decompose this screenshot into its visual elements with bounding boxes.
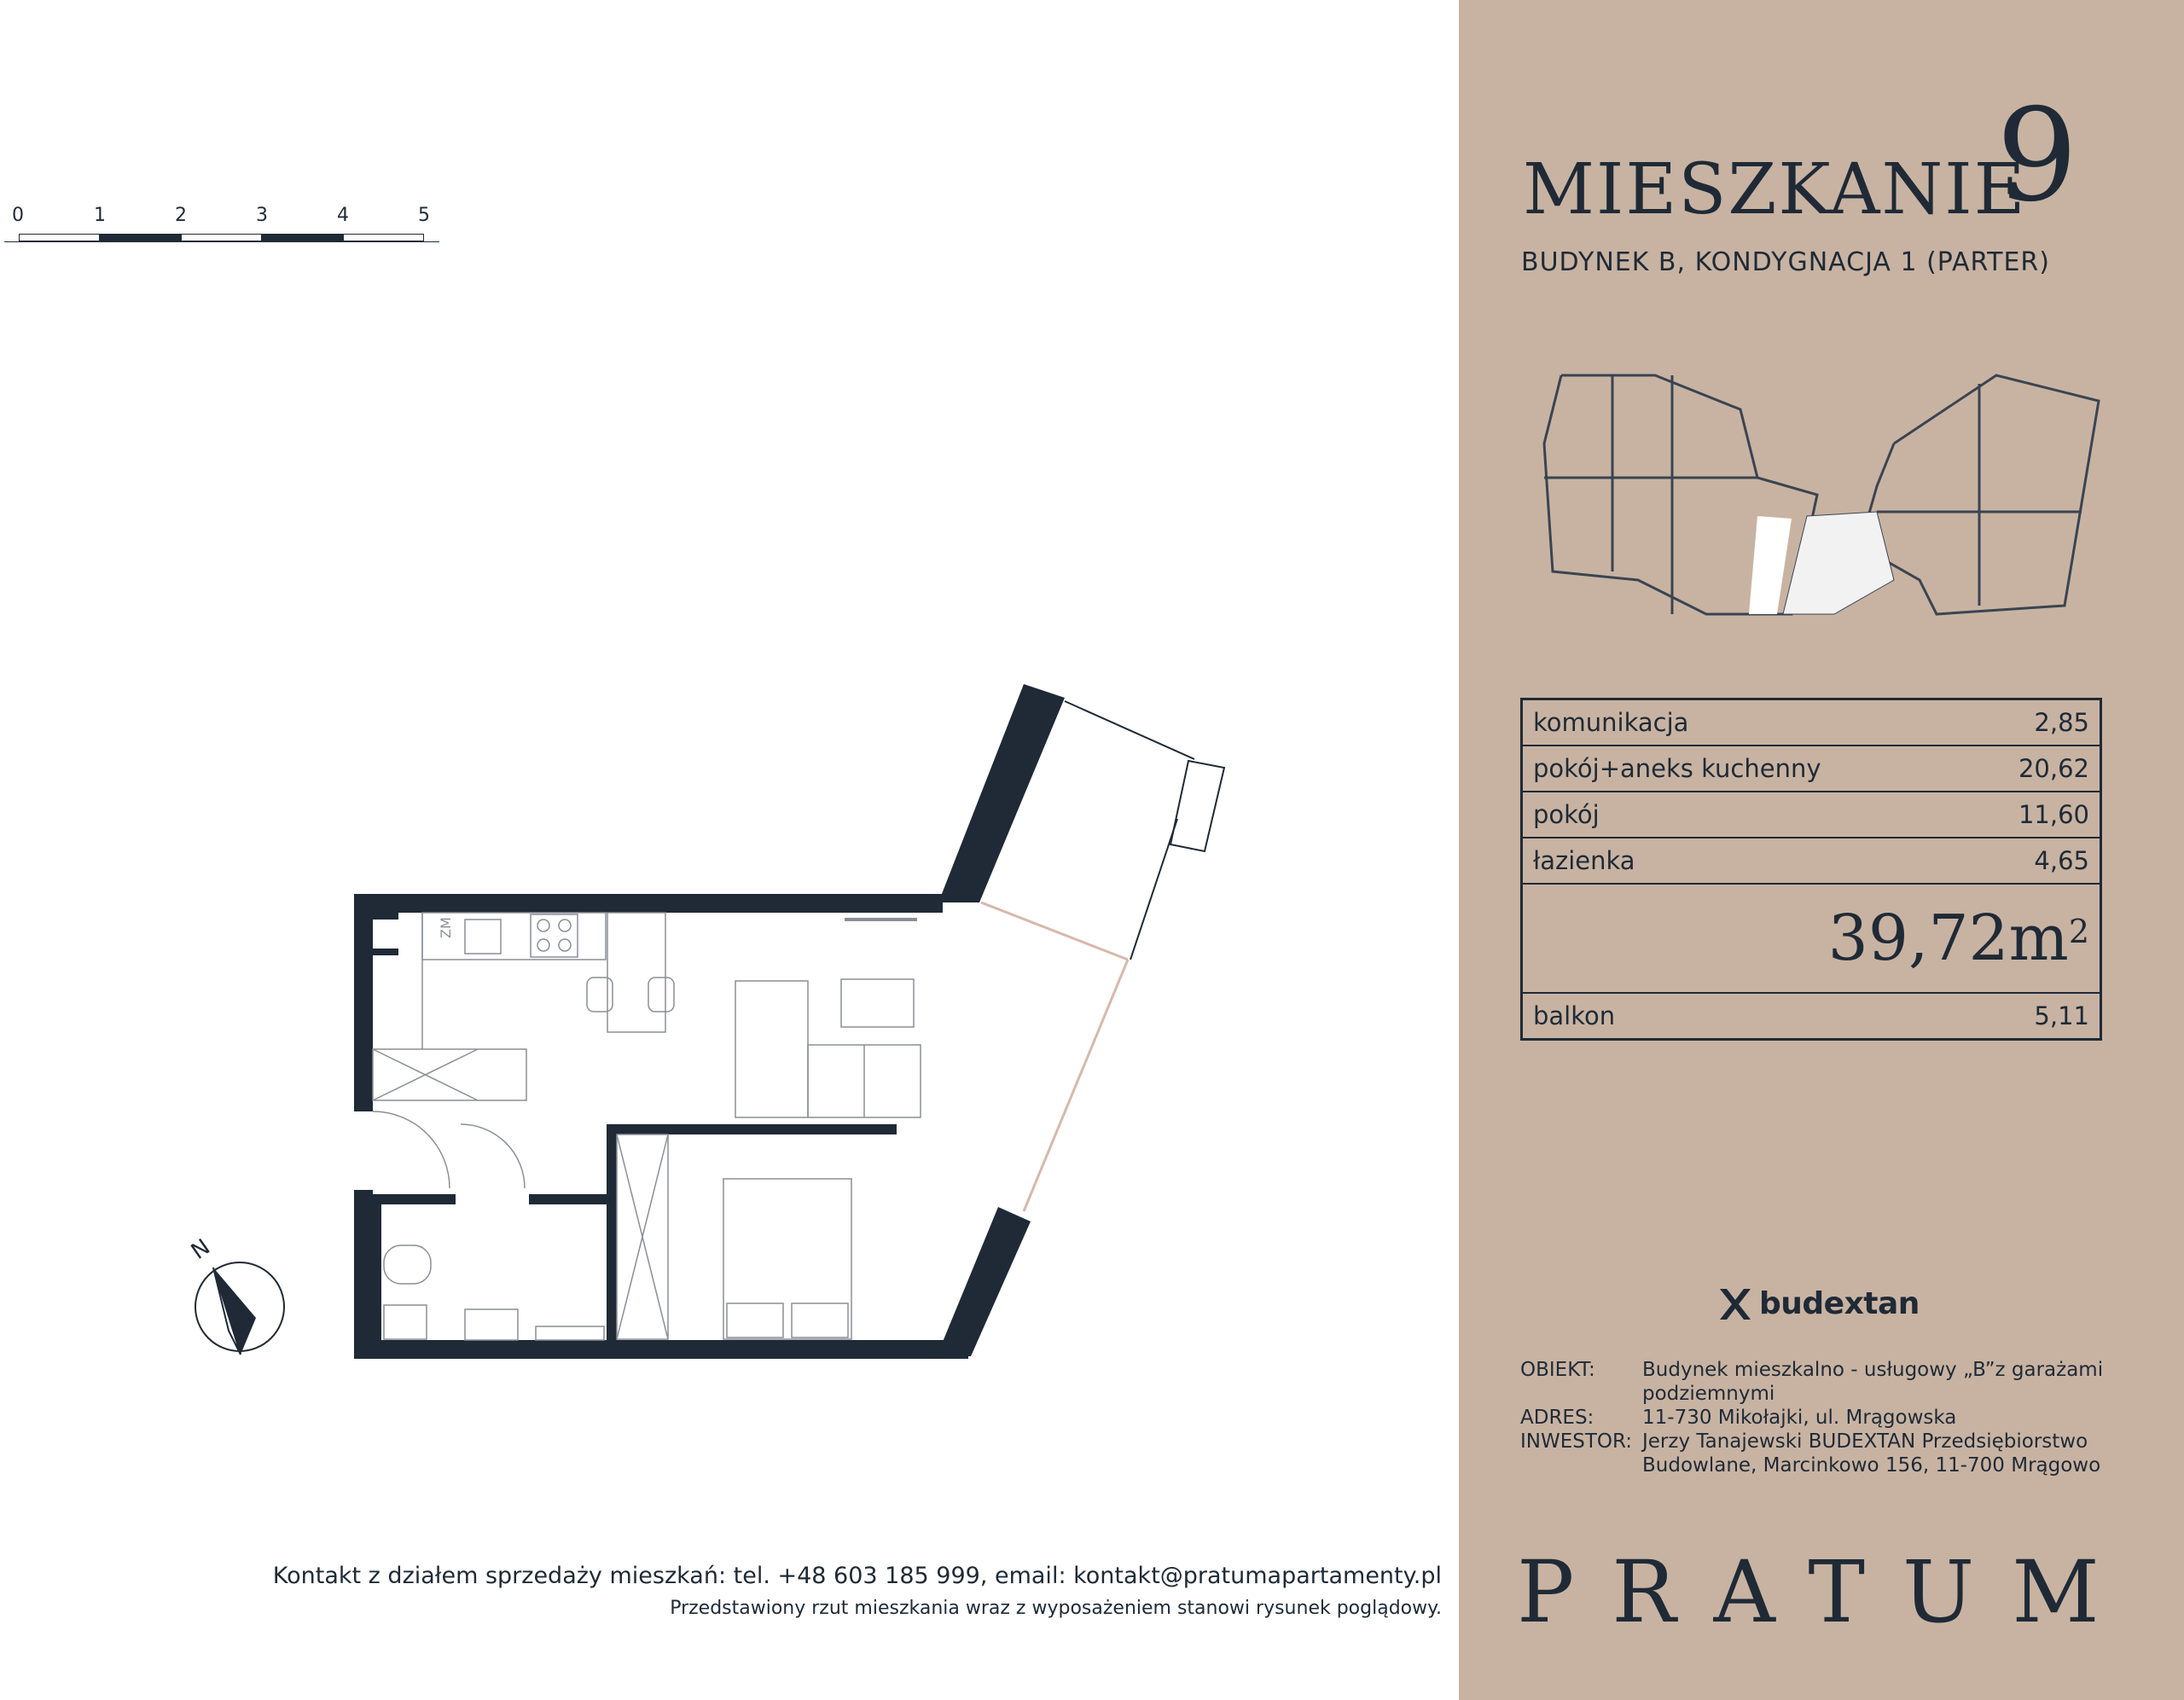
pillow [792,1303,848,1337]
dining-table [607,913,665,1032]
building-subtitle: BUDYNEK B, KONDYGNACJA 1 (PARTER) [1521,247,2050,277]
scale-label-1: 1 [94,205,106,226]
coffee-table [841,979,914,1027]
shower [384,1305,427,1339]
cooktop [531,914,578,957]
table-row [1523,994,2100,1038]
info-value: Budynek mieszkalno - usługowy „B”z garażami podziemnymi [1642,1359,2104,1405]
kitchen-island [373,1049,526,1100]
info-key: OBIEKT: [1520,1359,1595,1381]
wall [354,1340,968,1359]
disclaimer-line: Przedstawiony rzut mieszkania wraz z wyposażeniem stanowi rysunek poglądowy. [670,1598,1442,1619]
scale-label-2: 2 [175,205,187,226]
total-area-unit: 2 [2068,913,2089,950]
scale-label-5: 5 [418,205,430,226]
contact-line: Kontakt z działem sprzedaży mieszkań: tel. +48 603 185 999, email: kontakt@pratumapartamenty.pl [272,1563,1442,1589]
area-name: komunikacja [1533,708,1689,737]
pillow [727,1303,783,1337]
radiator [536,1326,604,1340]
project-info [1520,1358,2120,1477]
chair [587,978,613,1012]
wall [607,1124,617,1342]
balcony-planter [1170,761,1224,851]
wall [354,1190,373,1359]
table-row [1523,700,2100,746]
apartment-highlight [1749,516,1792,614]
area-name: pokój [1533,800,1600,829]
burner [559,920,571,931]
wall [607,1124,897,1134]
balcony-edge [1130,819,1177,960]
burner [537,939,549,951]
area-table [1520,698,2102,1041]
glazing [981,902,1128,960]
info-value: 11-730 Mikołajki, ul. Mrągowska [1642,1407,1957,1429]
table-row [1523,792,2100,838]
info-key: ADRES: [1520,1407,1594,1429]
scale-label-3: 3 [256,205,268,226]
toilet [384,1245,431,1284]
area-value: 20,62 [2018,754,2089,783]
info-row [1520,1358,2120,1406]
north-arrow [187,1234,284,1355]
logo-text: budextan [1759,1286,1920,1321]
info-value: Jerzy Tanajewski BUDEXTAN Przedsiębiorstwo Budowlane, Marcinkowo 156, 11-700 Mrągowo [1642,1430,2101,1477]
apartment-title: MIESZKANIE [1523,149,2027,230]
scale-label-0: 0 [12,205,24,226]
wall [373,949,398,955]
info-row [1520,1430,2120,1477]
balcony-edge [1065,701,1194,759]
wall [938,684,1065,902]
glazing [1024,960,1128,1211]
door-swing [373,1111,450,1188]
burner [537,920,549,931]
area-value: 11,60 [2018,800,2089,829]
sink [465,920,501,954]
balcony-name: balkon [1533,1001,1616,1030]
wall [354,894,943,913]
chair [648,978,674,1012]
wall [373,913,398,920]
wall [354,894,373,1111]
info-key: INWESTOR: [1520,1430,1633,1453]
wall [373,1194,381,1343]
door-swing [461,1124,525,1188]
total-area [1523,885,2100,994]
wall [937,1207,1031,1356]
bed [723,1179,851,1339]
burner [559,939,571,951]
table-row [1523,746,2100,792]
sofa [735,981,808,1117]
info-row [1520,1406,2120,1430]
wall [373,1194,456,1204]
budextan-logo [1716,1286,1920,1321]
fridge-label: ZM [438,917,454,938]
wall [529,1194,610,1204]
area-name: pokój+aneks kuchenny [1533,754,1821,783]
area-value: 2,85 [2034,708,2089,737]
scale-label-4: 4 [337,205,349,226]
area-name: łazienka [1533,846,1635,875]
budextan-x-icon [1716,1287,1754,1321]
table-row [1523,838,2100,885]
brand-wordmark: PRATUM [1517,1542,2137,1642]
balcony-value: 5,11 [2034,1001,2089,1030]
area-value: 4,65 [2034,846,2089,875]
courtyard [1783,512,1894,614]
north-label: N [186,1234,215,1265]
washbasin [465,1309,518,1340]
apartment-number: 9 [1996,82,2078,230]
total-area-value: 39,72m [1827,902,2069,975]
building-minimap [1536,358,2107,631]
